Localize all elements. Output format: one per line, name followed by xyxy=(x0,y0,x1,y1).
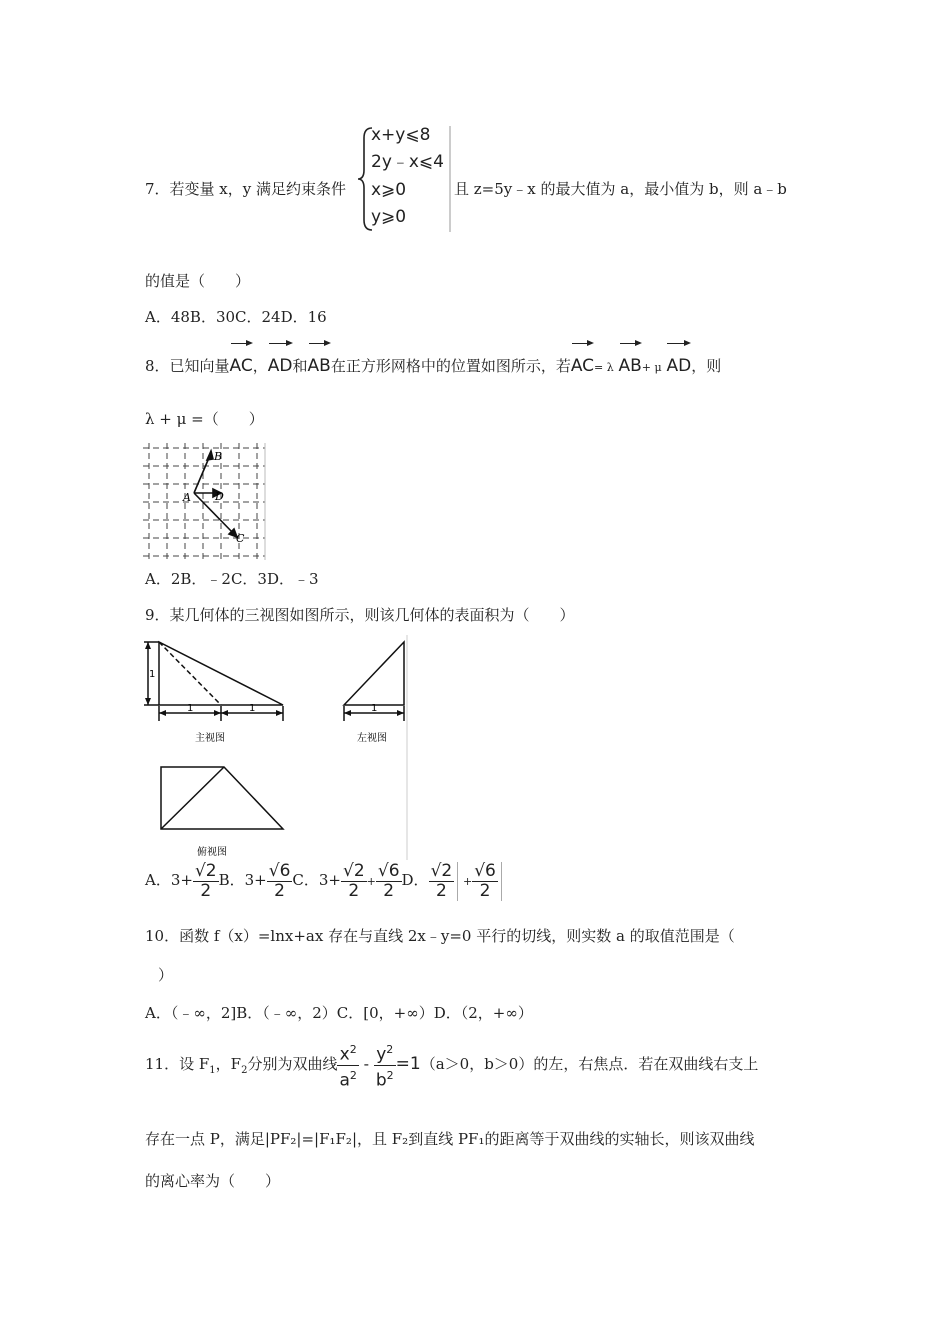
q7-options: A．48B．30C．24D．16 xyxy=(145,308,327,326)
top-view-caption: 俯视图 xyxy=(197,847,227,858)
point-d-label: D xyxy=(215,490,224,503)
side-view-caption: 左视图 xyxy=(357,733,387,744)
q11-line3: 的离心率为（ ） xyxy=(145,1172,281,1190)
fraction-sqrt6-over-2: $\frac{√6}{2}$ xyxy=(268,860,291,901)
q9-option-d: D． xyxy=(401,871,429,889)
vector-ac-2: AC xyxy=(571,340,594,386)
q9-text: 9．某几何体的三视图如图所示，则该几何体的表面积为（ ） xyxy=(145,606,575,624)
q11-mid1: ，F xyxy=(215,1055,242,1073)
q8-mid: 在正方形网格中的位置如图所示，若 xyxy=(330,357,571,375)
q10-options: A．（﹣∞，2]B．（﹣∞，2）C．[0，+∞）D．（2，+∞） xyxy=(145,1004,533,1022)
q7-constraint-4: y⩾0 xyxy=(371,207,407,227)
q7-prefix: 7．若变量 x，y 满足约束条件 xyxy=(145,180,347,198)
fraction-sqrt6-over-2-d: $\frac{√6}{2}$ xyxy=(472,862,502,901)
q7-line2: 的值是（ ） xyxy=(145,272,251,290)
q7-suffix: 且 z=5y﹣x 的最大值为 a，最小值为 b，则 a﹣b xyxy=(454,180,787,198)
front-width-label-2: 1 xyxy=(249,703,256,714)
q9-plus-c: + xyxy=(366,875,376,888)
q11-prefix: 11．设 F xyxy=(145,1055,210,1073)
q9-option-b: B．3+ xyxy=(218,871,267,889)
fraction-x2-over-a2: $\frac{x^2}{a^2}$ xyxy=(337,1040,358,1090)
vector-ad: AD xyxy=(268,340,293,386)
q10-line1: 10．函数 f（x）=lnx+ax 存在与直线 2x﹣y=0 平行的切线，则实数 a 的取值范围是（ xyxy=(145,927,735,945)
q9-plus-d: + xyxy=(463,875,473,888)
q8-options: A．2B．﹣2C．3D．﹣3 xyxy=(145,570,319,588)
three-views-figure xyxy=(143,635,411,860)
point-b-label: B xyxy=(214,450,223,463)
front-width-label-1: 1 xyxy=(187,703,194,714)
q11-line1: 11．设 $F_1$，$F_2$分别为双曲线 $\frac{x^2}{a^2}$ - $\frac{y^2}{b^2}$ =1（a＞0，b＞0）的左，右焦点．若在双曲线右支上 xyxy=(145,1035,758,1100)
q8-plus: + μ xyxy=(641,361,662,374)
vector-ab: AB xyxy=(308,340,331,386)
q9-option-a: A．3+ xyxy=(145,871,193,889)
q8-line1 xyxy=(145,340,721,388)
q8-and: 和 xyxy=(292,357,308,375)
vector-ab-2: AB xyxy=(619,340,642,386)
q7-constraint-3: x⩾0 xyxy=(371,180,407,200)
point-a-label: A xyxy=(183,491,191,504)
fraction-sqrt2-over-2-d: $\frac{√2}{2}$ xyxy=(429,862,459,901)
q9-option-c: C．3+ xyxy=(292,871,341,889)
fraction-y2-over-b2: $\frac{y^2}{b^2}$ xyxy=(374,1040,396,1090)
q7-constraint-2: 2y﹣x⩽4 xyxy=(371,152,444,172)
q11-mid2: 分别为双曲线 xyxy=(247,1055,338,1073)
q8-eq: = λ xyxy=(594,361,614,374)
side-width-label: 1 xyxy=(371,703,378,714)
front-height-label: 1 xyxy=(149,669,156,680)
q11-sub-2: 2 xyxy=(241,1065,248,1076)
front-view-caption: 主视图 xyxy=(195,733,225,744)
q11-sub-1: 1 xyxy=(209,1065,216,1076)
fraction-sqrt2-over-2: $\frac{√2}{2}$ xyxy=(194,860,217,901)
vector-grid-figure xyxy=(143,443,268,560)
vector-ad-2: AD xyxy=(666,340,691,386)
q7-constraint-1: x+y⩽8 xyxy=(371,125,431,145)
q8-prefix: 8．已知向量 xyxy=(145,357,230,375)
q8-end: ，则 xyxy=(691,357,722,375)
q9-options xyxy=(145,857,502,905)
q8-line2: λ + μ =（ ） xyxy=(145,410,264,428)
fraction-sqrt2-over-2-c: $\frac{√2}{2}$ xyxy=(343,860,365,901)
fraction-sqrt6-over-2-c: $\frac{√6}{2}$ xyxy=(377,860,400,901)
q11-line2: 存在一点 P，满足|PF₂|=|F₁F₂|，且 F₂到直线 PF₁的距离等于双曲线的实轴长，则该双曲线 xyxy=(145,1130,755,1148)
q11-eq1: =1 xyxy=(395,1054,421,1074)
q10-line2: ） xyxy=(158,966,174,984)
vector-ac: AC xyxy=(230,340,253,386)
point-c-label: C xyxy=(236,532,245,545)
q8-comma: ， xyxy=(252,357,268,375)
q11-after: （a＞0，b＞0）的左，右焦点．若在双曲线右支上 xyxy=(420,1055,759,1073)
